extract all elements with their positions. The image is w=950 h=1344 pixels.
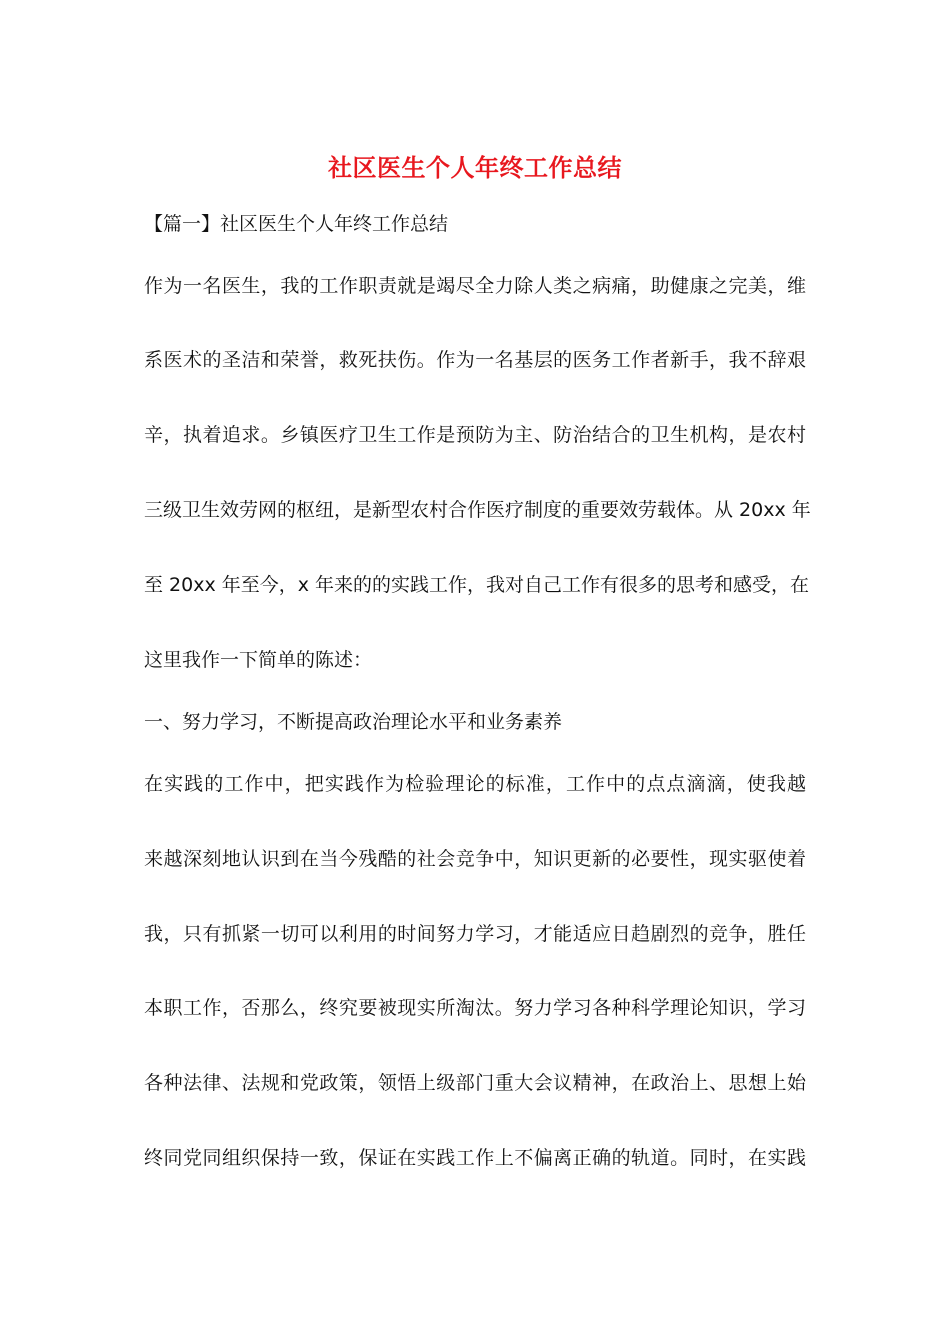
paragraph-line: 终同党同组织保持一致，保证在实践工作上不偏离正确的轨道。同时，在实践 [144, 1147, 806, 1169]
subsection-heading: 一、努力学习，不断提高政治理论水平和业务素养 [144, 711, 563, 733]
paragraph-line: 作为一名医生，我的工作职责就是竭尽全力除人类之病痛，助健康之完美，维 [144, 275, 806, 297]
paragraph-line: 本职工作，否那么，终究要被现实所淘汰。努力学习各种科学理论知识，学习 [144, 997, 806, 1019]
paragraph-line: 三级卫生效劳网的枢纽，是新型农村合作医疗制度的重要效劳载体。从 20xx 年 [144, 499, 811, 521]
paragraph-line: 这里我作一下简单的陈述： [144, 649, 373, 671]
paragraph-line: 来越深刻地认识到在当今残酷的社会竞争中，知识更新的必要性，现实驱使着 [144, 848, 806, 870]
paragraph-line: 我，只有抓紧一切可以利用的时间努力学习，才能适应日趋剧烈的竞争，胜任 [144, 923, 806, 945]
paragraph-line: 在实践的工作中，把实践作为检验理论的标准，工作中的点点滴滴，使我越 [144, 773, 806, 795]
paragraph-line: 系医术的圣洁和荣誉，救死扶伤。作为一名基层的医务工作者新手，我不辞艰 [144, 349, 806, 371]
paragraph-line: 各种法律、法规和党政策，领悟上级部门重大会议精神，在政治上、思想上始 [144, 1072, 806, 1094]
paragraph-line: 辛，执着追求。乡镇医疗卫生工作是预防为主、防治结合的卫生机构，是农村 [144, 424, 806, 446]
section-heading: 【篇一】社区医生个人年终工作总结 [144, 213, 449, 235]
paragraph-line: 至 20xx 年至今，x 年来的的实践工作，我对自己工作有很多的思考和感受，在 [144, 574, 810, 596]
document-title: 社区医生个人年终工作总结 [328, 153, 622, 182]
